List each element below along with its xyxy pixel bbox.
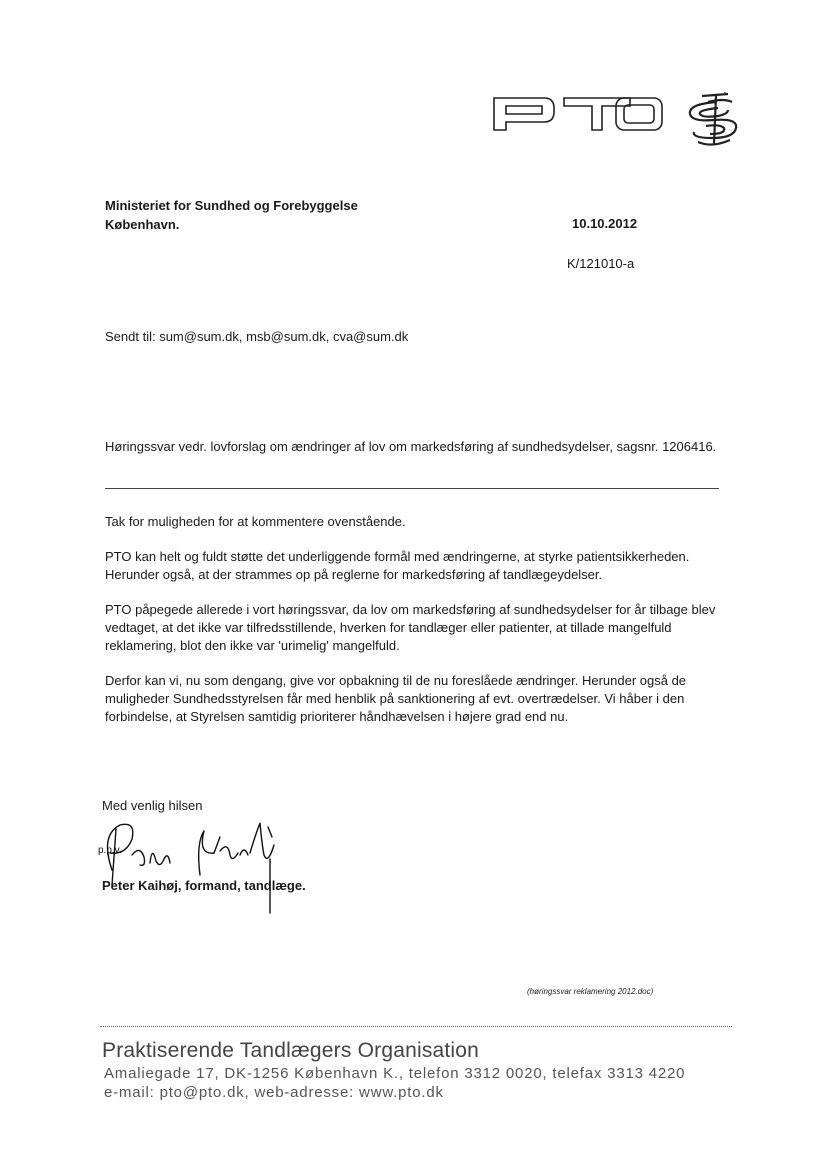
- subject-divider: [105, 488, 719, 489]
- body-paragraph: PTO påpegede allerede i vort høringssvar, da lov om markedsføring af sundhedsydelser for år tilbage blev vedtaget, at det ikke var tilfredsstillende, hverken for tandlæger eller patienter, at tillade mangelfuld reklamering, blot den ikke var 'urimelig' mangelfuld.: [105, 602, 716, 653]
- serpent-emblem-icon: [690, 92, 736, 145]
- letter-body: [105, 513, 730, 743]
- closing-salutation: Med venlig hilsen: [102, 798, 203, 813]
- reference-number: K/121010-a: [567, 256, 635, 271]
- recipient-block: [105, 196, 358, 234]
- sent-to-line: Sendt til: sum@sum.dk, msb@sum.dk, cva@sum.dk: [105, 329, 409, 344]
- svg-text:p.p.v.: p.p.v.: [98, 845, 122, 856]
- pto-logo: [492, 92, 742, 148]
- letter-date: 10.10.2012: [572, 216, 638, 231]
- footer-organisation: Praktiserende Tandlægers Organisation: [102, 1039, 480, 1062]
- recipient-city: København.: [105, 217, 180, 232]
- recipient-name: Ministeriet for Sundhed og Forebyggelse: [105, 198, 358, 213]
- subject-line: Høringssvar vedr. lovforslag om ændringer af lov om markedsføring af sundhedsydelser, sagsnr. 1206416.: [105, 439, 717, 454]
- footer-contact: e-mail: pto@pto.dk, web-adresse: www.pto.dk: [104, 1084, 444, 1101]
- body-paragraph: PTO kan helt og fuldt støtte det underliggende formål med ændringerne, at styrke patientsikkerheden. Herunder også, at der strammes op på reglerne for markedsføring af tandlægeydelser.: [105, 549, 690, 582]
- footer-divider: [100, 1026, 732, 1027]
- body-paragraph: Derfor kan vi, nu som dengang, give vor opbakning til de nu foreslåede ændringer. Herunder også de muligheder Sundhedsstyrelsen får med henblik på sanktionering af evt. overtrædelser. Vi håber i den forbindelse, at Styrelsen samtidig prioriterer håndhævelsen i højere grad end nu.: [105, 673, 687, 724]
- footer-address: Amaliegade 17, DK-1256 København K., telefon 3312 0020, telefax 3313 4220: [104, 1065, 686, 1082]
- body-paragraph: Tak for muligheden for at kommentere ovenstående.: [105, 514, 406, 529]
- signer-name: Peter Kaihøj, formand, tandlæge.: [102, 878, 306, 893]
- document-filename: (høringssvar reklamering 2012.doc): [527, 987, 654, 996]
- handwritten-signature: [92, 815, 292, 915]
